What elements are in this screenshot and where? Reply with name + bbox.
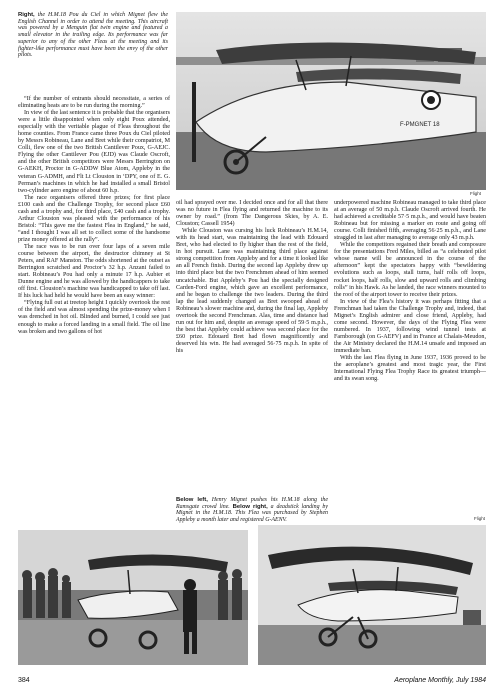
mid-caption-body-1: Henry Mignet pushes his H.M.18 along the Ramsgate crowd line. xyxy=(176,497,328,510)
mid-caption-lead-1: Below left, xyxy=(176,497,208,503)
column-3 xyxy=(334,200,486,383)
mid-caption-lead-2: Below right, xyxy=(232,503,268,510)
aircraft-registration: F-PMGNET 18 xyxy=(400,122,440,128)
col1-para-2: In view of the last sentence it is probable that the organisers were a little disappointed when only eight Poux attended, especially with the veritable plague of Fleas throughout the home counties. From France came three Poux du Ciel piloted by Messrs Robineau, Lane and Bret while their compatriot, M Colli, flew one of the two British Cantilever Poux, G-AEJC. Flying the other Cantilever Pou (EJD) was Claude Oscroft, and the other British competitors were Messrs Berrington on G-AEKH, Proctor in G-ADDW Blue Atom, Appleby in the veteran G-ADMH, and Flt Lt Clouston in ‘DPY, one of E. G. Perman’s machines in which he had installed a small Bristol two-cylinder aero engine of about 60 h.p. xyxy=(18,110,170,194)
photo-deadstick-landing xyxy=(258,525,486,665)
col3-para-4: With the last Flea flying in June 1937, 1936 proved to be the aeroplane’s greatest and most tragic year, the First International Flying Flea Trophy Race its greatest triumph—and its swan song. xyxy=(334,355,486,383)
col1-para-3: The race organisers offered three prizes; for first place £100 cash and the Challenge Trophy, for second place £60 cash and a trophy and, for third place, £40 cash and a trophy. Arthur Clouston was pleased with the performance of his Bristol: “This gave me the fastest Flea in England,” he said, “and I thought I was all set to collect some of the handsome prize money offered at the rally”. xyxy=(18,194,170,243)
col1-para-1: “If the number of entrants should necessitate, a series of eliminating heats are to be run during the morning.” xyxy=(18,96,170,110)
col2-para-2: While Clouston was cursing his luck Robineau’s H.M.14, with its head start, was maintaining the lead with Edouard Bret, who had elected to fly higher than the rest of the field, in hot pursuit. Lane was maintaining third place against strong competition from Appleby and for a time it looked like an all French finish. During the second lap Appleby drew up into third place but the two Frenchmen ahead of him seemed uncatchable. But Appleby’s Pou had the specially designed Carden-Ford engine, which gave an excellent performance, and he began to challenge the two leaders. During the third lap the lead suddenly changed as Bret swooped ahead of Robineau’s slower machine and, during the final lap, Appleby overtook the second Frenchman. Alas, time and distance had run out for him and, despite an average speed of 59·5 m.p.h., the best that Appleby could achieve was second place for the £60 prize. Edouard Bret had flown magnificently and deserved his win. He had averaged 56·75 m.p.h. In spite of his xyxy=(176,228,328,354)
col2-para-1: oil had sprayed over me. I decided once and for all that there was no future in Flea flying and returned the machine to its owner by road.” (from The Dangerous Skies, by A. E. Clouston; Cassell 1954) xyxy=(176,200,328,228)
column-2 xyxy=(176,200,328,355)
col3-para-1: underpowered machine Robineau managed to take third place at an average of 50 m.p.h. Claude Oscroft arrived fourth. He had achieved a creditable 57·5 m.p.h., and would have beaten Robineau but for missing a marker en route and going off course. Colli finished fifth, averaging 56·25 m.p.h., and Lane straggled in last after managing to average only 43 m.p.h. xyxy=(334,200,486,242)
col1-para-4: The race was to be run over four laps of a seven mile course between the airport, the destructor chimney at St Peters, and RAF Manston. The odds shortened at the outset as Berrington scratched and Proctor’s 32 h.p. Anzani failed to start. Robineau’s Pou had only a minute 17 h.p. Aubier et Dunne engine and he was allowed by the handicappers to take off first. Clouston’s machine was handicapped to take off last. If his luck had held he would have been an easy winner: xyxy=(18,243,170,300)
deadstick-landing-illustration xyxy=(258,525,486,665)
photo-mignet-pushing xyxy=(18,530,248,665)
mid-caption-body-2: a deadstick landing by Mignet in the H.M.18. This Flea was purchased by Stephen Appleby a month later and registered G-AENV. xyxy=(176,503,328,524)
top-caption-body: the H.M.18 Pou du Ciel in which Mignet flew the English Channel in order to attend the meeting. This aircraft was powered by a Menguin flat twin engine and featured a small elevator in the trailing edge. Its performance was far superior to any of the other Fleas at the meeting and its fighter-like performance must have been the envy of the other pilots. xyxy=(18,12,168,59)
column-1 xyxy=(18,96,170,336)
col3-para-2: While the competitors regained their breath and composure for the presentations Fred Miles, billed as “a celebrated pilot whose name will be announced in the course of the afternoon” kept the spectators happy with “bewildering evolutions such as loops, stall turns, half rolls off loops, rocket loops, half rolls, slow and upward rolls and climbing rolls” in his Hawk. As he landed, the race winners mounted to the roof of the airport tower to receive their prizes. xyxy=(334,242,486,298)
col3-para-3: In view of the Flea’s history it was perhaps fitting that a Frenchman had taken the Challenge Trophy and, indeed, that Mignet’s English admirer and close friend, Appleby, had come second. However, the days of the Flying Flea were numbered. In 1937, following wind tunnel tests at Farnborough (on G-AEFV) and in France at Chalais-Meudon, the Air Ministry declared the H.M.14 unsafe and imposed an immediate ban. xyxy=(334,298,486,354)
page-number: 384 xyxy=(18,677,30,684)
mignet-pushing-illustration xyxy=(18,530,248,665)
magazine-footer: Aeroplane Monthly, July 1984 xyxy=(394,677,486,684)
col1-para-5: “Flying full out at treetop height I quickly overtook the rest of the field and was almost spending the prize-money when I was drenched in hot oil. Blinded and burned, I could see just enough to make a forced landing in a small field. The oil line was broken and two gallons of hot xyxy=(18,300,170,335)
photo-hm18-parked xyxy=(176,12,486,190)
mid-caption xyxy=(176,497,328,524)
photo-credit-top: Flight xyxy=(470,191,482,196)
aircraft-parked-illustration xyxy=(176,12,486,190)
top-caption-lead: Right, xyxy=(18,12,35,18)
top-caption xyxy=(18,12,168,59)
photo-credit-bottom: Flight xyxy=(474,516,486,521)
